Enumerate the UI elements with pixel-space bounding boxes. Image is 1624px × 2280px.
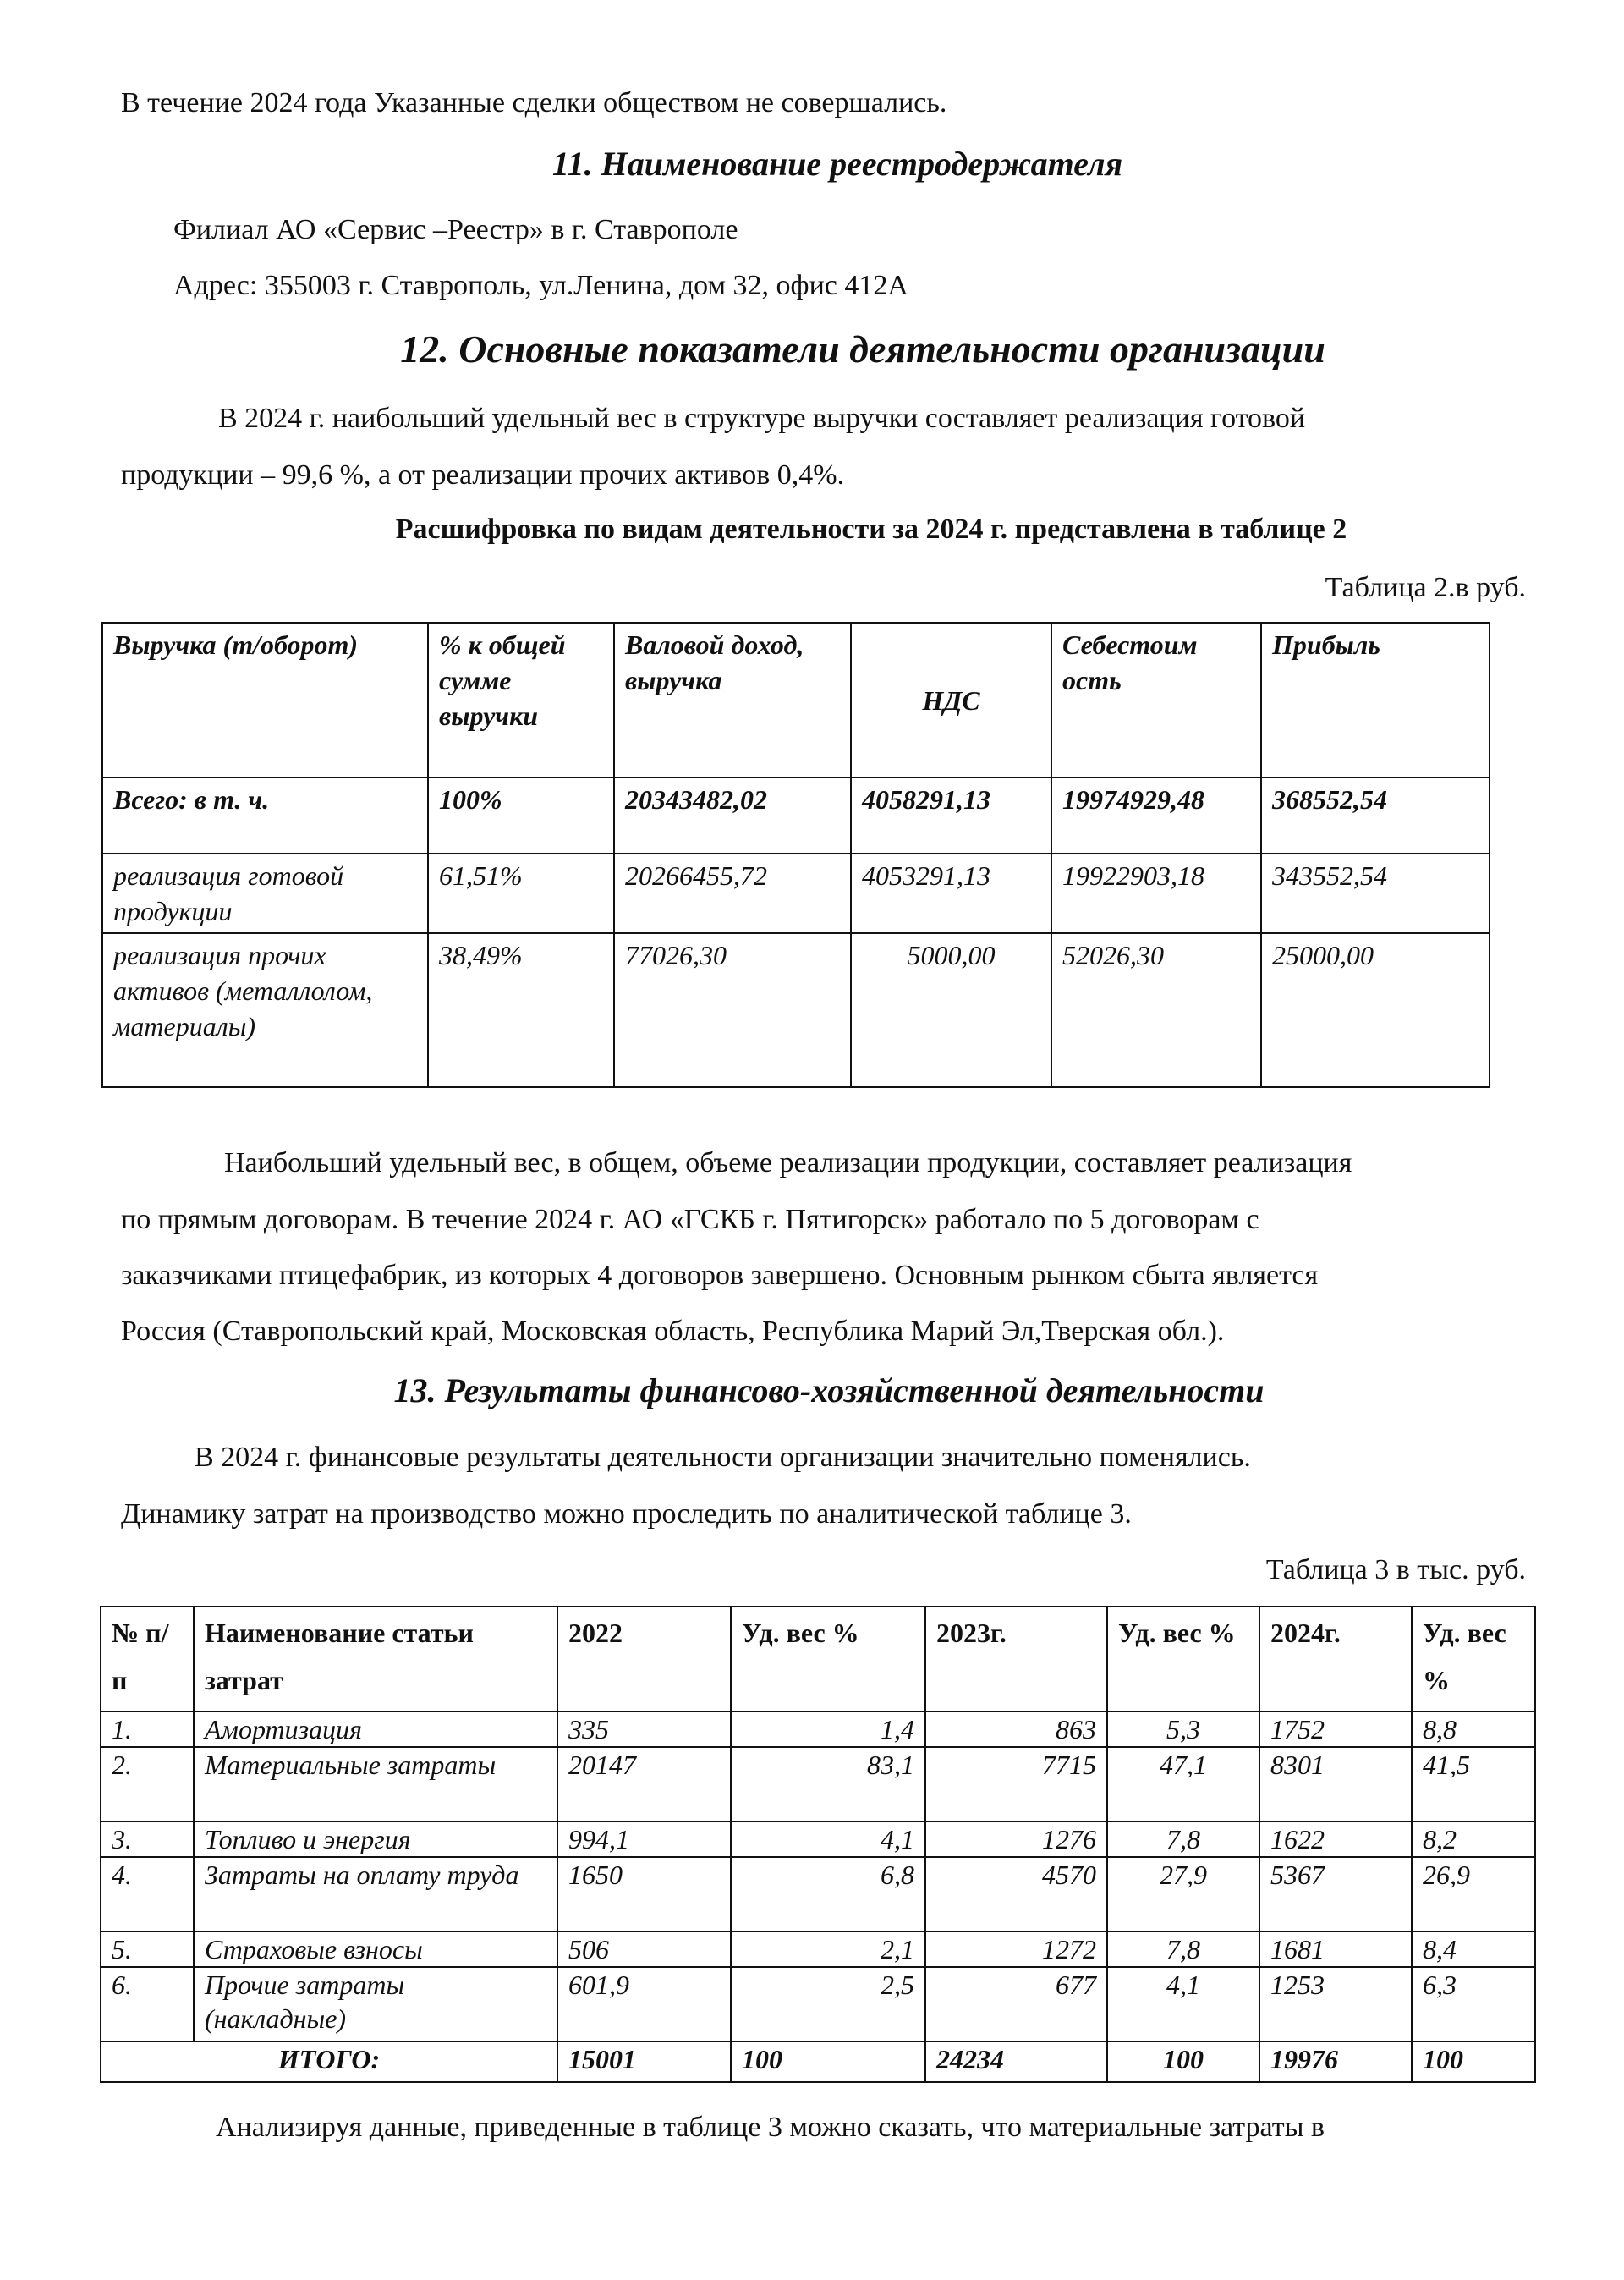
table-3-row [101, 1747, 1535, 1821]
table-3-cell: 7,8 [1107, 1931, 1259, 1967]
table-2-cell: реализация готовой продукции [102, 854, 428, 933]
table-3-row [101, 1711, 1535, 1747]
table-3-cell: 5367 [1259, 1857, 1412, 1931]
table-3-header-row [101, 1607, 1535, 1711]
table-2-row [102, 854, 1490, 933]
table-2-cell: 19974929,48 [1051, 777, 1261, 854]
table-3-cell: 7,8 [1107, 1821, 1259, 1857]
table-2-cell: 100% [428, 777, 614, 854]
table-3-header-cell: 2022 [557, 1607, 731, 1711]
table-3-cell: 1650 [557, 1857, 731, 1931]
table-3-cell: 8,8 [1412, 1711, 1535, 1747]
table-3-cell: 19976 [1259, 2041, 1412, 2082]
table-2-header-cell: НДС [851, 623, 1051, 777]
table-3-cell: 2,5 [731, 1967, 925, 2041]
table-2-cell: 4058291,13 [851, 777, 1051, 854]
table-2-header-cell: Себестоим ость [1051, 623, 1261, 777]
table-2-header-cell: % к общей сумме выручки [428, 623, 614, 777]
table-3-cell: 1,4 [731, 1711, 925, 1747]
table-2-header-cell: Выручка (т/оборот) [102, 623, 428, 777]
section-13-heading: 13. Результаты финансово-хозяйственной деятельности [393, 1371, 1265, 1409]
section-12-after-line-1: Наибольший удельный вес, в общем, объеме реализации продукции, составляет реализация [224, 1147, 1352, 1178]
table-2-cell: 38,49% [428, 933, 614, 1087]
registrar-address: Адрес: 355003 г. Ставрополь, ул.Ленина, дом 32, офис 412А [173, 270, 908, 301]
table-3-cell: 335 [557, 1711, 731, 1747]
table-3-cell: 677 [925, 1967, 1107, 2041]
table-3-cell: 47,1 [1107, 1747, 1259, 1821]
table-3-cell: 27,9 [1107, 1857, 1259, 1931]
table-3-cell: 3. [101, 1821, 194, 1857]
table-3-header-cell: 2024г. [1259, 1607, 1412, 1711]
table-3-cell: 4570 [925, 1857, 1107, 1931]
table-2-cell: 20343482,02 [614, 777, 851, 854]
table-2-cell: 368552,54 [1261, 777, 1490, 854]
table-2-cell: 343552,54 [1261, 854, 1490, 933]
table-3-cell: 15001 [557, 2041, 731, 2082]
table-2-row [102, 777, 1490, 854]
table-3-cell: 863 [925, 1711, 1107, 1747]
section-12-para-line-2: продукции – 99,6 %, а от реализации прочих активов 0,4%. [121, 459, 845, 491]
table-3-cell: 2. [101, 1747, 194, 1821]
table-3-cell: 1622 [1259, 1821, 1412, 1857]
table-3-cell: 5. [101, 1931, 194, 1967]
table-3-header-cell: Уд. вес % [1412, 1607, 1535, 1711]
table-3-cell: 1272 [925, 1931, 1107, 1967]
table-2-cell: 4053291,13 [851, 854, 1051, 933]
table-3-cell: 4,1 [731, 1821, 925, 1857]
table-3-cell: Топливо и энергия [194, 1821, 557, 1857]
table-3-cell: 100 [1412, 2041, 1535, 2082]
table-3-costs [100, 1606, 1536, 2083]
section-12-after-line-4: Россия (Ставропольский край, Московская область, Республика Марий Эл,Тверская обл.). [121, 1316, 1225, 1347]
table-3-cell: 6,3 [1412, 1967, 1535, 2041]
table-3-row [101, 1967, 1535, 2041]
table-3-cell: Прочие затраты (накладные) [194, 1967, 557, 2041]
table-3-cell: 994,1 [557, 1821, 731, 1857]
table-3-cell: Амортизация [194, 1711, 557, 1747]
table-3-cell: 5,3 [1107, 1711, 1259, 1747]
section-12-heading: 12. Основные показатели деятельности организации [400, 327, 1325, 371]
table-3-cell: 8,4 [1412, 1931, 1535, 1967]
table-3-note: Таблица 3 в тыс. руб. [1265, 1554, 1526, 1585]
registrar-name: Филиал АО «Сервис –Реестр» в г. Ставрополе [173, 214, 738, 245]
table-2-row [102, 933, 1490, 1087]
table-3-cell: 1681 [1259, 1931, 1412, 1967]
table-2-cell: 77026,30 [614, 933, 851, 1087]
table-3-cell: Затраты на оплату труда [194, 1857, 557, 1931]
table-2-cell: Всего: в т. ч. [102, 777, 428, 854]
final-paragraph-line: Анализируя данные, приведенные в таблице 3 можно сказать, что материальные затраты в [216, 2112, 1325, 2143]
table-3-row [101, 1821, 1535, 1857]
table-3-cell: 20147 [557, 1747, 731, 1821]
table-2-caption: Расшифровка по видам деятельности за 2024 г. представлена в таблице 2 [395, 514, 1347, 545]
table-3-row [101, 1931, 1535, 1967]
table-3-cell: 1276 [925, 1821, 1107, 1857]
table-3-header-cell: 2023г. [925, 1607, 1107, 1711]
table-3-header-cell: Уд. вес % [731, 1607, 925, 1711]
table-2-cell: 52026,30 [1051, 933, 1261, 1087]
table-2-cell: 20266455,72 [614, 854, 851, 933]
table-3-cell: 1752 [1259, 1711, 1412, 1747]
table-2-note: Таблица 2.в руб. [1325, 572, 1526, 603]
table-3-cell: 6,8 [731, 1857, 925, 1931]
table-3-total-label: ИТОГО: [101, 2041, 557, 2082]
table-2-cell: 5000,00 [851, 933, 1051, 1087]
table-2-revenue [102, 622, 1490, 1088]
section-12-after-line-3: заказчиками птицефабрик, из которых 4 договоров завершено. Основным рынком сбыта является [121, 1260, 1319, 1291]
table-3-cell: 1253 [1259, 1967, 1412, 2041]
table-3-row [101, 1857, 1535, 1931]
table-3-cell: 41,5 [1412, 1747, 1535, 1821]
table-3-cell: 1. [101, 1711, 194, 1747]
table-3-header-cell: Наименование статьи затрат [194, 1607, 557, 1711]
table-2-header-row [102, 623, 1490, 777]
table-2-header-cell: Валовой доход, выручка [614, 623, 851, 777]
table-2-cell: 61,51% [428, 854, 614, 933]
table-3-cell: 6. [101, 1967, 194, 2041]
table-3-cell: Страховые взносы [194, 1931, 557, 1967]
table-3-header-cell: № п/п [101, 1607, 194, 1711]
intro-text: В течение 2024 года Указанные сделки обществом не совершались. [121, 87, 947, 118]
table-3-cell: Материальные затраты [194, 1747, 557, 1821]
section-11-heading: 11. Наименование реестродержателя [551, 145, 1123, 183]
table-3-cell: 24234 [925, 2041, 1107, 2082]
table-3-cell: 601,9 [557, 1967, 731, 2041]
table-3-cell: 26,9 [1412, 1857, 1535, 1931]
table-2-cell: 19922903,18 [1051, 854, 1261, 933]
table-3-cell: 506 [557, 1931, 731, 1967]
section-13-para-line-2: Динамику затрат на производство можно проследить по аналитической таблице 3. [121, 1498, 1132, 1530]
table-3-total-row [101, 2041, 1535, 2082]
table-3-cell: 8301 [1259, 1747, 1412, 1821]
table-3-cell: 8,2 [1412, 1821, 1535, 1857]
table-3-cell: 4,1 [1107, 1967, 1259, 2041]
table-2-cell: 25000,00 [1261, 933, 1490, 1087]
table-2-header-cell: Прибыль [1261, 623, 1490, 777]
table-3-cell: 100 [1107, 2041, 1259, 2082]
section-12-after-line-2: по прямым договорам. В течение 2024 г. АО «ГСКБ г. Пятигорск» работало по 5 договорам с [121, 1204, 1259, 1235]
table-2-cell: реализация прочих активов (металлолом, материалы) [102, 933, 428, 1087]
table-3-cell: 100 [731, 2041, 925, 2082]
table-3-header-cell: Уд. вес % [1107, 1607, 1259, 1711]
table-3-cell: 2,1 [731, 1931, 925, 1967]
table-3-cell: 4. [101, 1857, 194, 1931]
table-3-cell: 83,1 [731, 1747, 925, 1821]
section-13-para-line-1: В 2024 г. финансовые результаты деятельности организации значительно поменялись. [195, 1442, 1251, 1473]
section-12-para-line-1: В 2024 г. наибольший удельный вес в структуре выручки составляет реализация готовой [218, 403, 1306, 434]
table-3-cell: 7715 [925, 1747, 1107, 1821]
